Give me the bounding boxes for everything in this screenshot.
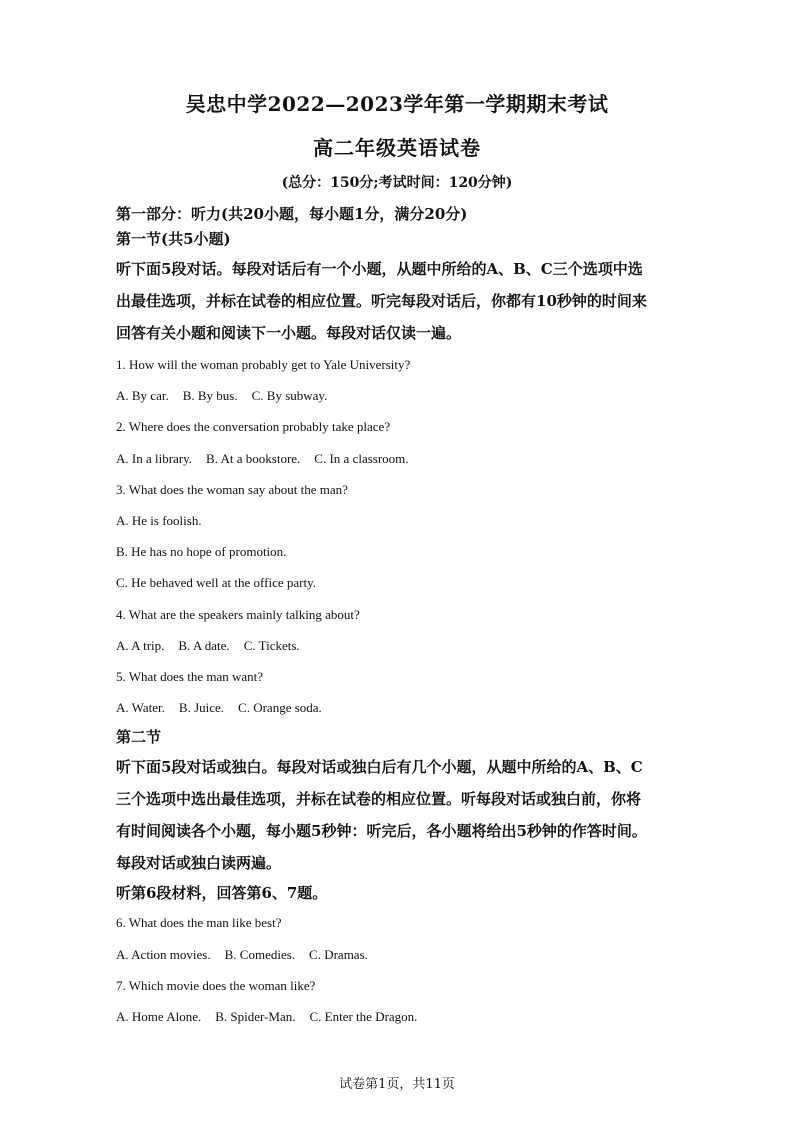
section2-heading: 第二节: [116, 728, 162, 747]
page-footer: 试卷第1页，共11页: [339, 1077, 455, 1092]
option-b: B. He has no hope of promotion.: [116, 544, 287, 560]
question-text: 3. What does the woman say about the man?: [116, 481, 348, 497]
option-c: C. Tickets.: [243, 637, 300, 653]
option-b: B. By bus.: [182, 388, 238, 404]
question-2: [116, 411, 691, 473]
option-a: A. Action movies.: [116, 946, 211, 962]
option-c: C. He behaved well at the office party.: [116, 575, 316, 591]
options-row: [116, 692, 691, 723]
options-row: [116, 443, 691, 474]
exam-subtitle-grade: 高二年级英语试卷: [313, 136, 481, 160]
section1-heading: 第一节(共5小题): [116, 230, 231, 248]
option-a: A. In a library.: [116, 450, 193, 466]
options-row: [116, 380, 691, 411]
question-4: [116, 599, 691, 661]
option-c: C. In a classroom.: [314, 450, 409, 466]
option-c: C. Enter the Dragon.: [309, 1009, 418, 1025]
options-row: [116, 630, 691, 661]
instruction-line: 听下面5段对话或独白。每段对话或独白后有几个小题，从题中所给的A、B、C: [116, 758, 643, 777]
instruction-line: 每段对话或独白读两遍。: [116, 854, 282, 873]
option-b: B. At a bookstore.: [206, 450, 301, 466]
option-b: B. Spider-Man.: [215, 1009, 296, 1025]
section1-instructions: [116, 253, 691, 349]
options-row: [116, 1001, 691, 1032]
option-b: B. Comedies.: [224, 946, 296, 962]
instruction-line: 回答有关小题和阅读下一小题。每段对话仅读一遍。: [116, 324, 462, 342]
instruction-line: 三个选项中选出最佳选项，并标在试卷的相应位置。听每段对话或独白前，你将: [116, 790, 642, 809]
exam-score-time: (总分：150分;考试时间：120分钟): [281, 175, 513, 191]
option-c: C. By subway.: [251, 388, 328, 404]
question-1: [116, 349, 691, 411]
question-7: [116, 970, 691, 1032]
question-3: [116, 474, 691, 599]
question-text: 2. Where does the conversation probably take place?: [116, 419, 391, 435]
option-b: B. Juice.: [178, 700, 225, 716]
material-6-heading: 听第6段材料，回答第6、7题。: [116, 884, 328, 903]
question-text: 6. What does the man like best?: [116, 915, 282, 931]
option-a: A. Home Alone.: [116, 1009, 202, 1025]
question-text: 1. How will the woman probably get to Yale University?: [116, 357, 411, 372]
question-6: [116, 907, 691, 969]
option-a: A. A trip.: [116, 637, 165, 653]
instruction-line: 听下面5段对话。每段对话后有一个小题，从题中所给的A、B、C三个选项中选: [116, 260, 643, 278]
option-c: C. Dramas.: [309, 946, 368, 962]
option-c: C. Orange soda.: [238, 700, 322, 716]
option-b: B. A date.: [178, 637, 230, 653]
option-a: A. By car.: [116, 388, 169, 404]
option-a: A. He is foolish.: [116, 513, 202, 529]
exam-title: 吴忠中学2022—2023学年第一学期期末考试: [185, 92, 609, 116]
exam-body: [116, 200, 691, 1032]
instruction-line: 出最佳选项，并标在试卷的相应位置。听完每段对话后，你都有10秒钟的时间来: [116, 292, 647, 310]
question-text: 5. What does the man want?: [116, 669, 264, 685]
instruction-line: 有时间阅读各个小题，每小题5秒钟：听完后，各小题将给出5秒钟的作答时间。: [116, 822, 647, 841]
options-row: [116, 939, 691, 970]
question-text: 7. Which movie does the woman like?: [116, 977, 316, 993]
question-text: 4. What are the speakers mainly talking about?: [116, 606, 360, 622]
part1-heading: 第一部分：听力(共20小题，每小题1分，满分20分): [116, 205, 468, 223]
section2-instructions: [116, 751, 691, 879]
question-5: [116, 661, 691, 723]
option-a: A. Water.: [116, 700, 165, 716]
